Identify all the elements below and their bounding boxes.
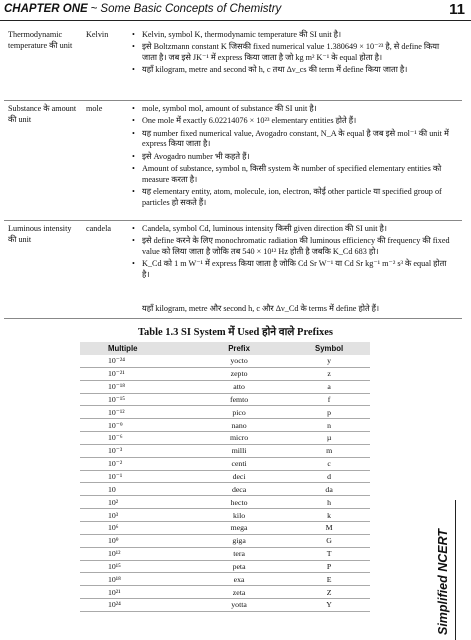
cell-prefix: deci [190, 470, 288, 483]
table-body [80, 355, 370, 611]
table-row [80, 483, 370, 496]
cell-symbol: p [288, 406, 370, 419]
cell-multiple: 10³ [80, 509, 190, 522]
table-row [80, 470, 370, 483]
table-row [80, 547, 370, 560]
table-row [80, 444, 370, 457]
table-row [80, 521, 370, 534]
cell-multiple: 10⁻² [80, 457, 190, 470]
unit-points [132, 104, 454, 210]
unit-name: mole [86, 104, 103, 113]
cell-multiple: 10⁻¹⁵ [80, 393, 190, 406]
unit-point: • Kelvin, symbol K, thermodynamic temperature की SI unit है। [132, 30, 454, 41]
table-row [80, 393, 370, 406]
cell-prefix: exa [190, 573, 288, 586]
side-label: Simplified NCERT [436, 528, 450, 635]
cell-multiple: 10⁹ [80, 534, 190, 547]
definition-note: यहाँ kilogram, metre और second h, c और Δν_Cd के terms में define होते हैं। [142, 304, 380, 313]
table-row [80, 432, 370, 445]
cell-prefix: yotta [190, 599, 288, 612]
unit-point: • K_Cd को 1 m W⁻¹ में express किया जाता है जोकि Cd Sr W⁻¹ या Cd Sr kg⁻¹ m⁻² s³ के equal होता है। [132, 259, 454, 281]
cell-prefix: giga [190, 534, 288, 547]
cell-multiple: 10⁻²⁴ [80, 355, 190, 367]
table-row [80, 560, 370, 573]
cell-symbol: P [288, 560, 370, 573]
cell-prefix: tera [190, 547, 288, 560]
cell-multiple: 10²⁴ [80, 599, 190, 612]
chapter-label: CHAPTER ONE [4, 3, 88, 15]
page-number: 11 [449, 1, 465, 18]
cell-prefix: peta [190, 560, 288, 573]
row-divider [4, 100, 462, 101]
unit-point: • यहाँ kilogram, metre and second को h, c तथा Δν_cs की term में define किया जाता है। [132, 65, 454, 76]
table-caption: Table 1.3 SI System में Used होने वाले Prefixes [137, 327, 334, 338]
cell-symbol: d [288, 470, 370, 483]
table-row [80, 380, 370, 393]
unit-quantity: Luminous intensity की unit [8, 224, 72, 244]
cell-prefix: zeta [190, 586, 288, 599]
cell-symbol: Y [288, 599, 370, 612]
cell-symbol: E [288, 573, 370, 586]
unit-point: • यह elementary entity, atom, molecule, ion, electron, कोई other particle या specified group of particles हो सकते हैं। [132, 187, 454, 209]
table-row [80, 534, 370, 547]
cell-symbol: h [288, 496, 370, 509]
cell-prefix: deca [190, 483, 288, 496]
cell-symbol: m [288, 444, 370, 457]
cell-symbol: f [288, 393, 370, 406]
section-divider [4, 318, 462, 319]
table-header-row [80, 342, 370, 355]
unit-quantity: Thermodynamic temperature की unit [8, 30, 73, 50]
cell-symbol: c [288, 457, 370, 470]
cell-symbol: k [288, 509, 370, 522]
table-row [80, 419, 370, 432]
unit-point: • इसे Avogadro number भी कहते हैं। [132, 152, 454, 163]
cell-prefix: pico [190, 406, 288, 419]
cell-symbol: da [288, 483, 370, 496]
cell-multiple: 10² [80, 496, 190, 509]
cell-symbol: z [288, 367, 370, 380]
cell-multiple: 10¹⁵ [80, 560, 190, 573]
table-row [80, 496, 370, 509]
table-row [80, 367, 370, 380]
chapter-subtitle: Some Basic Concepts of Chemistry [100, 3, 282, 15]
cell-symbol: a [288, 380, 370, 393]
cell-multiple: 10 [80, 483, 190, 496]
cell-multiple: 10⁻¹⁸ [80, 380, 190, 393]
cell-multiple: 10⁻⁶ [80, 432, 190, 445]
cell-multiple: 10⁻¹ [80, 470, 190, 483]
table-row [80, 509, 370, 522]
cell-symbol: Z [288, 586, 370, 599]
unit-points [132, 224, 454, 283]
unit-point: • One mole में exactly 6.02214076 × 10²³ elementary entities होते हैं। [132, 116, 454, 127]
unit-point: • mole, symbol mol, amount of substance की SI unit है। [132, 104, 454, 115]
cell-multiple: 10⁻¹² [80, 406, 190, 419]
column-header-symbol: Symbol [288, 342, 370, 355]
cell-multiple: 10⁻⁹ [80, 419, 190, 432]
cell-multiple: 10²¹ [80, 586, 190, 599]
unit-name: candela [86, 224, 111, 233]
cell-symbol: n [288, 419, 370, 432]
table-row [80, 355, 370, 367]
unit-quantity: Substance के amount की unit [8, 104, 77, 124]
cell-symbol: T [288, 547, 370, 560]
page-header [0, 0, 471, 21]
cell-symbol: M [288, 521, 370, 534]
unit-point: • Candela, symbol Cd, luminous intensity किसी given direction की SI unit है। [132, 224, 454, 235]
cell-multiple: 10⁶ [80, 521, 190, 534]
cell-prefix: femto [190, 393, 288, 406]
table-row [80, 457, 370, 470]
cell-prefix: hecto [190, 496, 288, 509]
cell-prefix: atto [190, 380, 288, 393]
unit-point: • यह number fixed numerical value, Avogadro constant, N_A के equal है जब इसे mol⁻¹ की unit में express किया जाता है। [132, 129, 454, 151]
cell-prefix: zepto [190, 367, 288, 380]
prefix-table [80, 342, 370, 612]
table-row [80, 573, 370, 586]
cell-prefix: nano [190, 419, 288, 432]
cell-prefix: centi [190, 457, 288, 470]
table-row [80, 406, 370, 419]
cell-symbol: µ [288, 432, 370, 445]
column-header-multiple: Multiple [80, 342, 190, 355]
cell-symbol: y [288, 355, 370, 367]
cell-prefix: kilo [190, 509, 288, 522]
unit-point: • इसे Boltzmann constant K जिसकी fixed numerical value 1.380649 × 10⁻²³ है, से define किया जाता है। जब इसे JK⁻¹ में express किया जाता है जो kg m² K⁻¹ के equal होता है। [132, 42, 454, 64]
cell-prefix: mega [190, 521, 288, 534]
cell-prefix: yocto [190, 355, 288, 367]
column-header-prefix: Prefix [190, 342, 288, 355]
unit-point: • इसे define करने के लिए monochromatic radiation की luminous efficiency की frequency की fixed value को लिया जाता है जोकि तब 540 × 10¹² Hz होती है जबकि K_Cd 683 हो। [132, 236, 454, 258]
table-row [80, 599, 370, 612]
cell-multiple: 10⁻²¹ [80, 367, 190, 380]
cell-multiple: 10¹² [80, 547, 190, 560]
row-divider [4, 220, 462, 221]
cell-symbol: G [288, 534, 370, 547]
table-row [80, 586, 370, 599]
cell-prefix: milli [190, 444, 288, 457]
unit-name: Kelvin [86, 30, 109, 39]
chapter-separator: ~ [90, 3, 98, 15]
cell-prefix: micro [190, 432, 288, 445]
cell-multiple: 10⁻³ [80, 444, 190, 457]
unit-point: • Amount of substance, symbol n, किसी system के number of specified elementary entities को measure करता है। [132, 164, 454, 186]
chapter-title [4, 3, 281, 15]
cell-multiple: 10¹⁸ [80, 573, 190, 586]
unit-points [132, 30, 454, 78]
